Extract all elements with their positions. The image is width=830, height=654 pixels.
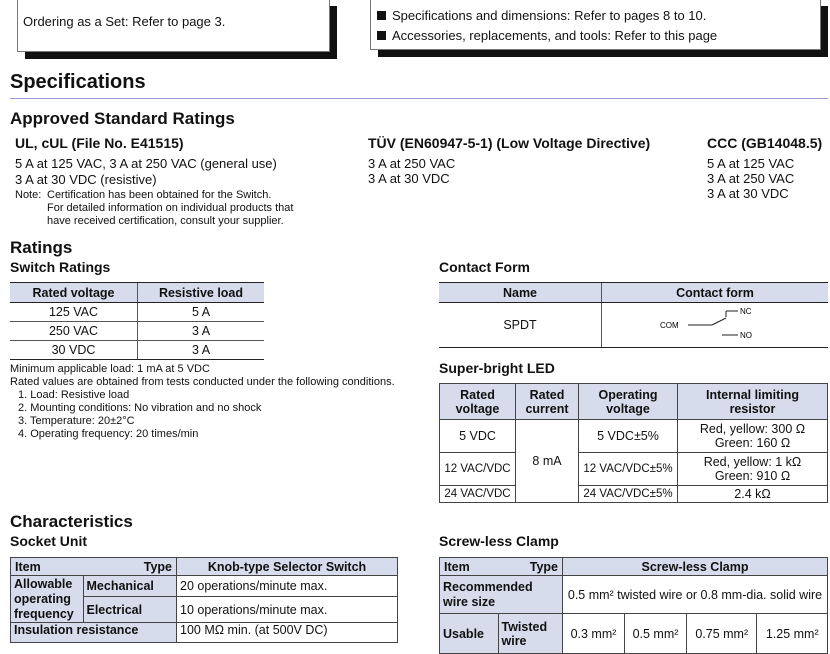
tuv-title: TÜV (EN60947-5-1) (Low Voltage Directive) [368,135,651,151]
nc-label: NC [740,307,752,316]
col-contact-form: Contact form [602,283,829,303]
table-cell: 30 VDC [10,341,138,360]
led-title: Super-bright LED [439,360,555,376]
ratings-note-4: 2. Mounting conditions: No vibration and no shock [18,402,262,414]
table-row [440,576,828,614]
col-clamp: Screw-less Clamp [563,558,828,576]
ratings-note-2: Rated values are obtained from tests conducted under the following conditions. [10,376,395,388]
table-cell [678,453,828,486]
table-row [440,486,828,503]
led-current: 8 mA [516,420,579,503]
table-row [10,341,264,360]
ratings-note-5: 3. Temperature: 20±2°C [18,415,135,427]
led-table [439,383,828,503]
clamp-title: Screw-less Clamp [439,533,559,549]
table-cell: 24 VAC/VDC [440,486,516,503]
row-label: Insulation resistance [11,623,177,643]
ul-note-2: For detailed information on individual products that [47,202,294,214]
wire-size-value: 0.5 mm² twisted wire or 0.8 mm-dia. solid wire [563,576,828,614]
reference-line-2: Accessories, replacements, and tools: Refer to this page [377,28,717,43]
table-row [439,303,828,348]
socket-unit-title: Socket Unit [10,533,88,549]
col-led-rated-current: Rated current [516,384,579,420]
col-led-operating-voltage: Operating voltage [579,384,678,420]
col-led-rated-voltage: Rated voltage [440,384,516,420]
table-row [440,453,828,486]
table-cell [678,420,828,453]
ul-title: UL, cUL (File No. E41515) [15,135,184,151]
table-cell: 0.5 mm² [625,614,687,654]
table-row [440,614,828,654]
frequency-label: Allowable operating frequency [11,576,84,623]
table-cell: 125 VAC [10,303,138,322]
table-cell: 1.25 mm² [757,614,828,654]
table-cell: 250 VAC [10,322,138,341]
col-item: Item [11,558,84,576]
table-cell: 2.4 kΩ [678,486,828,503]
table-cell: 5 VDC±5% [579,420,678,453]
ul-line-1: 5 A at 125 VAC, 3 A at 250 VAC (general use) [15,156,277,171]
ccc-line-2: 3 A at 250 VAC [707,171,795,186]
table-cell: 100 MΩ min. (at 500V DC) [177,623,398,643]
switch-ratings-table [10,282,264,360]
resistor-line: Red, yellow: 300 Ω [699,422,806,436]
usable-label: Usable [440,614,499,654]
table-row [10,322,264,341]
twisted-label: Twisted wire [498,614,563,654]
table-cell: 5 A [138,303,265,322]
row-label: Electrical [83,597,177,623]
tuv-line-1: 3 A at 250 VAC [368,156,456,171]
ratings-note-3: 1. Load: Resistive load [18,389,130,401]
reference-box [370,0,821,50]
no-label: NO [740,331,752,340]
ul-note-3: have received certification, consult your supplier. [47,215,284,227]
contact-form-table [439,282,828,348]
contact-name: SPDT [439,303,602,348]
clamp-table [439,557,828,654]
table-cell: 24 VAC/VDC±5% [579,486,678,503]
table-row [10,303,264,322]
table-cell: 3 A [138,341,265,360]
contact-form-title: Contact Form [439,259,530,275]
col-resistive-load: Resistive load [138,283,265,303]
ordering-note-box [17,0,330,52]
table-row [440,420,828,453]
ratings-heading: Ratings [10,238,73,257]
reference-line-1: Specifications and dimensions: Refer to pages 8 to 10. [377,8,706,23]
table-cell: 5 VDC [440,420,516,453]
ul-note-label: Note: [15,189,42,201]
table-cell: 3 A [138,322,265,341]
wire-size-label: Recommended wire size [440,576,563,614]
table-row [11,576,398,597]
spdt-diagram [602,303,828,347]
ratings-note-1: Minimum applicable load: 1 mA at 5 VDC [10,363,210,375]
tuv-line-2: 3 A at 30 VDC [368,171,450,186]
col-item: Item [440,558,499,576]
ccc-line-1: 5 A at 125 VAC [707,156,795,171]
table-cell: 12 VAC/VDC±5% [579,453,678,486]
ratings-note-6: 4. Operating frequency: 20 times/min [18,428,199,440]
approved-heading: Approved Standard Ratings [10,109,235,128]
table-cell: 10 operations/minute max. [177,597,398,623]
table-row [11,623,398,643]
specifications-heading: Specifications [10,71,146,93]
col-knob-switch: Knob-type Selector Switch [177,558,398,576]
col-name: Name [439,283,602,303]
col-type: Type [498,558,563,576]
table-cell: 12 VAC/VDC [440,453,516,486]
resistor-line: Red, yellow: 1 kΩ [703,455,802,469]
resistor-line: Green: 160 Ω [714,436,791,450]
ordering-note: Ordering as a Set: Refer to page 3. [23,14,226,29]
com-label: COM [660,321,679,330]
socket-unit-table [10,557,398,643]
table-cell: 20 operations/minute max. [177,576,398,597]
ccc-title: CCC (GB14048.5) [707,135,823,151]
row-label: Mechanical [83,576,177,597]
switch-ratings-title: Switch Ratings [10,259,111,275]
ul-note-1: Certification has been obtained for the Switch. [47,189,272,201]
table-cell: 0.3 mm² [563,614,625,654]
resistor-line: Green: 910 Ω [714,469,791,483]
ul-line-2: 3 A at 30 VDC (resistive) [15,172,157,187]
col-led-resistor: Internal limiting resistor [678,384,828,420]
col-rated-voltage: Rated voltage [10,283,138,303]
contact-diagram-cell [602,303,829,348]
col-type: Type [83,558,177,576]
characteristics-heading: Characteristics [10,512,133,531]
ccc-line-3: 3 A at 30 VDC [707,186,789,201]
heading-rule [10,98,828,99]
table-cell: 0.75 mm² [687,614,757,654]
